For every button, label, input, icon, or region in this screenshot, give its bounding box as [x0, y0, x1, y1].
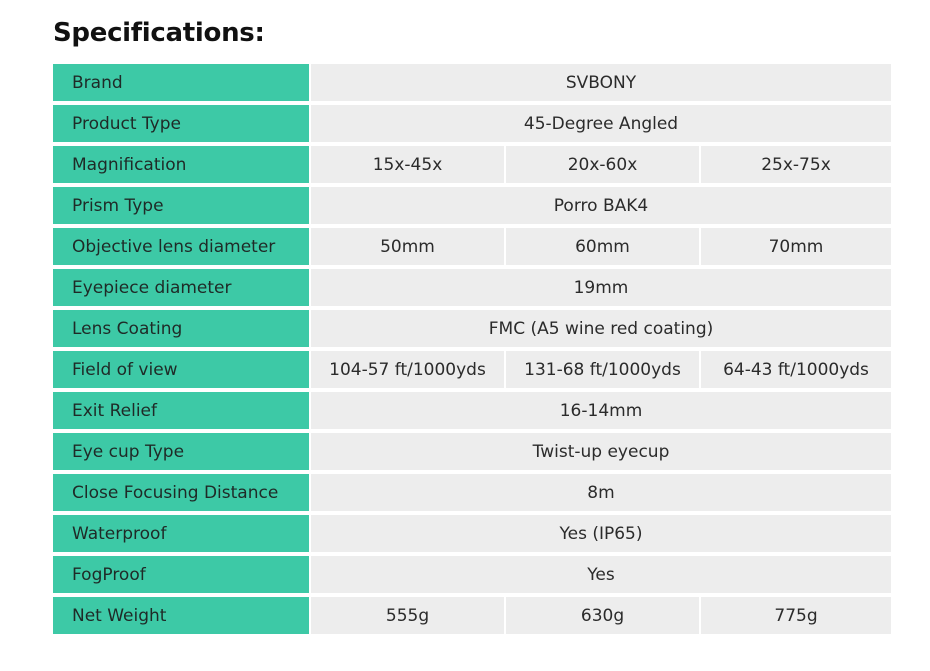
- spec-value: SVBONY: [311, 64, 891, 101]
- spec-value: Yes: [311, 556, 891, 593]
- spec-value: 131-68 ft/1000yds: [506, 351, 699, 388]
- spec-label: Magnification: [53, 146, 309, 183]
- spec-label: Close Focusing Distance: [53, 474, 309, 511]
- spec-value: Porro BAK4: [311, 187, 891, 224]
- spec-value: 60mm: [506, 228, 699, 265]
- spec-value: 70mm: [701, 228, 891, 265]
- spec-value: Yes (IP65): [311, 515, 891, 552]
- spec-label: Waterproof: [53, 515, 309, 552]
- spec-value: 19mm: [311, 269, 891, 306]
- spec-value: 20x-60x: [506, 146, 699, 183]
- spec-value: 8m: [311, 474, 891, 511]
- spec-value: 630g: [506, 597, 699, 634]
- spec-value: 45-Degree Angled: [311, 105, 891, 142]
- spec-value: 555g: [311, 597, 504, 634]
- spec-value: 775g: [701, 597, 891, 634]
- spec-label: Field of view: [53, 351, 309, 388]
- spec-label: Eyepiece diameter: [53, 269, 309, 306]
- spec-value: 16-14mm: [311, 392, 891, 429]
- spec-label: Exit Relief: [53, 392, 309, 429]
- spec-value: Twist-up eyecup: [311, 433, 891, 470]
- spec-label: Objective lens diameter: [53, 228, 309, 265]
- spec-label: Net Weight: [53, 597, 309, 634]
- spec-value: 104-57 ft/1000yds: [311, 351, 504, 388]
- spec-value: FMC (A5 wine red coating): [311, 310, 891, 347]
- spec-label: Product Type: [53, 105, 309, 142]
- spec-value: 50mm: [311, 228, 504, 265]
- spec-label: FogProof: [53, 556, 309, 593]
- spec-value: 25x-75x: [701, 146, 891, 183]
- spec-label: Prism Type: [53, 187, 309, 224]
- spec-value: 15x-45x: [311, 146, 504, 183]
- spec-label: Brand: [53, 64, 309, 101]
- spec-label: Lens Coating: [53, 310, 309, 347]
- page-title: Specifications:: [53, 18, 265, 48]
- spec-label: Eye cup Type: [53, 433, 309, 470]
- specifications-table: [53, 64, 889, 634]
- spec-value: 64-43 ft/1000yds: [701, 351, 891, 388]
